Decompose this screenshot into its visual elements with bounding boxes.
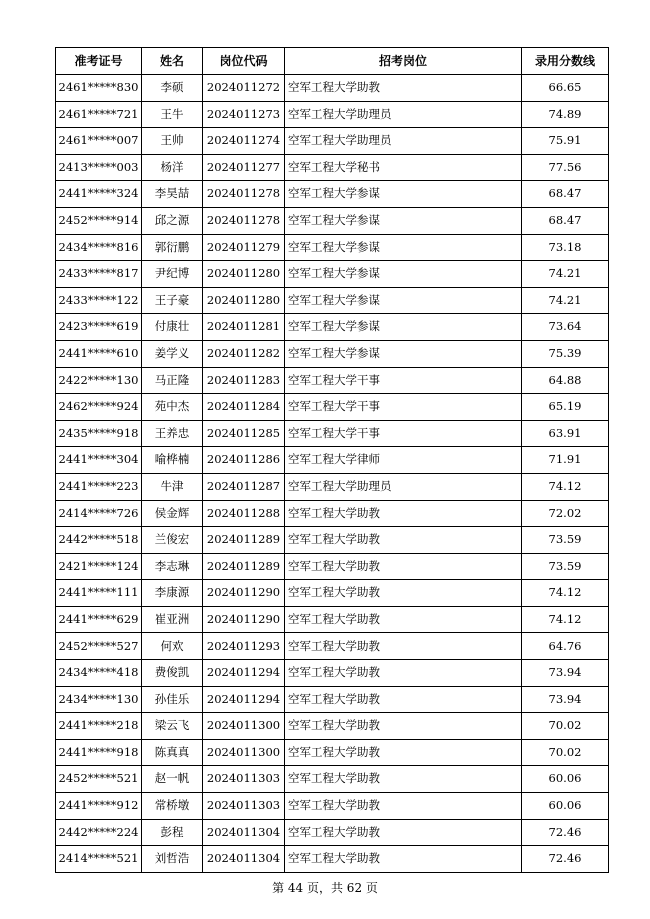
cell-post-code: 2024011277 [203, 154, 285, 181]
cell-name: 郭衍鹏 [142, 234, 203, 261]
cell-exam-id: 2414*****726 [56, 500, 142, 527]
cell-score: 74.21 [522, 287, 609, 314]
cell-name: 苑中杰 [142, 394, 203, 421]
cell-post: 空军工程大学助教 [285, 580, 522, 607]
cell-exam-id: 2441*****223 [56, 473, 142, 500]
cell-post: 空军工程大学助教 [285, 739, 522, 766]
cell-exam-id: 2441*****111 [56, 580, 142, 607]
table-row [56, 394, 609, 421]
table-row [56, 819, 609, 846]
cell-post: 空军工程大学参谋 [285, 261, 522, 288]
cell-score: 60.06 [522, 793, 609, 820]
cell-name: 姜学义 [142, 340, 203, 367]
table-row [56, 473, 609, 500]
cell-post-code: 2024011294 [203, 660, 285, 687]
cell-name: 孙佳乐 [142, 686, 203, 713]
cell-exam-id: 2441*****218 [56, 713, 142, 740]
cell-exam-id: 2442*****518 [56, 527, 142, 554]
header-exam-id: 准考证号 [56, 48, 142, 75]
cell-score: 75.39 [522, 340, 609, 367]
table-header-row [56, 48, 609, 75]
cell-post: 空军工程大学助教 [285, 846, 522, 873]
cell-exam-id: 2435*****918 [56, 420, 142, 447]
cell-score: 70.02 [522, 739, 609, 766]
cell-post: 空军工程大学助教 [285, 553, 522, 580]
cell-post-code: 2024011293 [203, 633, 285, 660]
table-row [56, 261, 609, 288]
cell-name: 费俊凯 [142, 660, 203, 687]
cell-post: 空军工程大学参谋 [285, 287, 522, 314]
cell-name: 王牛 [142, 101, 203, 128]
cell-name: 彭程 [142, 819, 203, 846]
table-row [56, 846, 609, 873]
cell-exam-id: 2422*****130 [56, 367, 142, 394]
header-name: 姓名 [142, 48, 203, 75]
cell-post-code: 2024011279 [203, 234, 285, 261]
table-row [56, 553, 609, 580]
table-row [56, 713, 609, 740]
cell-exam-id: 2414*****521 [56, 846, 142, 873]
cell-name: 常桥墩 [142, 793, 203, 820]
cell-score: 73.18 [522, 234, 609, 261]
cell-score: 73.94 [522, 686, 609, 713]
cell-post-code: 2024011287 [203, 473, 285, 500]
cell-name: 李康源 [142, 580, 203, 607]
cell-post: 空军工程大学助教 [285, 713, 522, 740]
cell-post: 空军工程大学参谋 [285, 314, 522, 341]
table-row [56, 314, 609, 341]
table-row [56, 660, 609, 687]
cell-exam-id: 2441*****912 [56, 793, 142, 820]
cell-post-code: 2024011273 [203, 101, 285, 128]
cell-post-code: 2024011278 [203, 181, 285, 208]
cell-score: 74.89 [522, 101, 609, 128]
cell-post: 空军工程大学秘书 [285, 154, 522, 181]
cell-name: 王帅 [142, 128, 203, 155]
cell-exam-id: 2452*****521 [56, 766, 142, 793]
cell-name: 刘哲浩 [142, 846, 203, 873]
table-row [56, 340, 609, 367]
page-footer: 第 44 页，共 62 页 [272, 881, 378, 895]
cell-post: 空军工程大学助教 [285, 633, 522, 660]
cell-post-code: 2024011280 [203, 261, 285, 288]
cell-post-code: 2024011278 [203, 207, 285, 234]
cell-post-code: 2024011281 [203, 314, 285, 341]
cell-name: 侯金辉 [142, 500, 203, 527]
header-score: 录用分数线 [522, 48, 609, 75]
cell-exam-id: 2423*****619 [56, 314, 142, 341]
cell-score: 77.56 [522, 154, 609, 181]
cell-post-code: 2024011282 [203, 340, 285, 367]
header-post-code: 岗位代码 [203, 48, 285, 75]
cell-name: 王养忠 [142, 420, 203, 447]
cell-score: 65.19 [522, 394, 609, 421]
table-row [56, 287, 609, 314]
cell-name: 杨洋 [142, 154, 203, 181]
cell-exam-id: 2452*****914 [56, 207, 142, 234]
cell-exam-id: 2434*****130 [56, 686, 142, 713]
cell-post: 空军工程大学干事 [285, 394, 522, 421]
cell-exam-id: 2452*****527 [56, 633, 142, 660]
cell-post: 空军工程大学助教 [285, 660, 522, 687]
table-row [56, 154, 609, 181]
cell-name: 王子豪 [142, 287, 203, 314]
cell-post: 空军工程大学助教 [285, 606, 522, 633]
cell-score: 72.46 [522, 819, 609, 846]
cell-post: 空军工程大学助教 [285, 686, 522, 713]
cell-exam-id: 2442*****224 [56, 819, 142, 846]
cell-post-code: 2024011290 [203, 580, 285, 607]
table-row [56, 101, 609, 128]
cell-name: 邱之源 [142, 207, 203, 234]
cell-post-code: 2024011285 [203, 420, 285, 447]
cell-post: 空军工程大学助教 [285, 819, 522, 846]
cell-score: 71.91 [522, 447, 609, 474]
cell-post: 空军工程大学参谋 [285, 340, 522, 367]
cell-name: 兰俊宏 [142, 527, 203, 554]
cell-post-code: 2024011300 [203, 739, 285, 766]
table-row [56, 793, 609, 820]
cell-post-code: 2024011284 [203, 394, 285, 421]
cell-post: 空军工程大学助理员 [285, 473, 522, 500]
cell-post-code: 2024011304 [203, 846, 285, 873]
cell-name: 李志琳 [142, 553, 203, 580]
cell-post: 空军工程大学参谋 [285, 234, 522, 261]
cell-post-code: 2024011283 [203, 367, 285, 394]
cell-name: 尹纪博 [142, 261, 203, 288]
cell-name: 梁云飞 [142, 713, 203, 740]
cell-name: 崔亚洲 [142, 606, 203, 633]
cell-score: 68.47 [522, 181, 609, 208]
table-row [56, 207, 609, 234]
cell-exam-id: 2421*****124 [56, 553, 142, 580]
cell-post-code: 2024011272 [203, 75, 285, 102]
table-row [56, 686, 609, 713]
cell-score: 73.59 [522, 527, 609, 554]
table-body [56, 75, 609, 873]
cell-post-code: 2024011290 [203, 606, 285, 633]
cell-post: 空军工程大学助教 [285, 500, 522, 527]
cell-score: 74.21 [522, 261, 609, 288]
cell-post: 空军工程大学参谋 [285, 207, 522, 234]
cell-post-code: 2024011303 [203, 793, 285, 820]
cell-post-code: 2024011289 [203, 527, 285, 554]
cell-score: 75.91 [522, 128, 609, 155]
cell-score: 68.47 [522, 207, 609, 234]
header-post: 招考岗位 [285, 48, 522, 75]
cell-name: 马正隆 [142, 367, 203, 394]
table-row [56, 500, 609, 527]
cell-score: 60.06 [522, 766, 609, 793]
cell-score: 74.12 [522, 473, 609, 500]
cell-post: 空军工程大学干事 [285, 420, 522, 447]
cell-post: 空军工程大学助教 [285, 527, 522, 554]
table-row [56, 580, 609, 607]
cell-exam-id: 2413*****003 [56, 154, 142, 181]
cell-name: 喻桦楠 [142, 447, 203, 474]
cell-post-code: 2024011304 [203, 819, 285, 846]
cell-score: 64.76 [522, 633, 609, 660]
cell-name: 赵一帆 [142, 766, 203, 793]
cell-name: 牛津 [142, 473, 203, 500]
cell-exam-id: 2441*****918 [56, 739, 142, 766]
cell-post: 空军工程大学助理员 [285, 101, 522, 128]
table-row [56, 75, 609, 102]
cell-name: 陈真真 [142, 739, 203, 766]
results-table [55, 47, 609, 873]
cell-score: 70.02 [522, 713, 609, 740]
table-row [56, 606, 609, 633]
table-row [56, 527, 609, 554]
cell-score: 63.91 [522, 420, 609, 447]
table-row [56, 633, 609, 660]
cell-exam-id: 2461*****721 [56, 101, 142, 128]
cell-name: 何欢 [142, 633, 203, 660]
table-row [56, 128, 609, 155]
cell-exam-id: 2433*****817 [56, 261, 142, 288]
cell-exam-id: 2434*****816 [56, 234, 142, 261]
cell-post: 空军工程大学律师 [285, 447, 522, 474]
cell-exam-id: 2441*****324 [56, 181, 142, 208]
table-row [56, 420, 609, 447]
cell-name: 付康壮 [142, 314, 203, 341]
cell-post: 空军工程大学助教 [285, 793, 522, 820]
table-row [56, 766, 609, 793]
cell-post: 空军工程大学助教 [285, 766, 522, 793]
cell-post-code: 2024011280 [203, 287, 285, 314]
table-row [56, 234, 609, 261]
cell-post: 空军工程大学助教 [285, 75, 522, 102]
cell-post: 空军工程大学参谋 [285, 181, 522, 208]
table-row [56, 367, 609, 394]
cell-post-code: 2024011303 [203, 766, 285, 793]
cell-exam-id: 2433*****122 [56, 287, 142, 314]
cell-post-code: 2024011300 [203, 713, 285, 740]
cell-score: 64.88 [522, 367, 609, 394]
table-row [56, 739, 609, 766]
cell-post: 空军工程大学干事 [285, 367, 522, 394]
cell-exam-id: 2441*****304 [56, 447, 142, 474]
cell-score: 66.65 [522, 75, 609, 102]
cell-name: 李硕 [142, 75, 203, 102]
cell-post-code: 2024011286 [203, 447, 285, 474]
cell-exam-id: 2462*****924 [56, 394, 142, 421]
cell-exam-id: 2441*****629 [56, 606, 142, 633]
cell-post-code: 2024011294 [203, 686, 285, 713]
table-row [56, 181, 609, 208]
cell-score: 73.94 [522, 660, 609, 687]
cell-post-code: 2024011288 [203, 500, 285, 527]
cell-exam-id: 2434*****418 [56, 660, 142, 687]
cell-score: 72.46 [522, 846, 609, 873]
cell-exam-id: 2461*****830 [56, 75, 142, 102]
table-row [56, 447, 609, 474]
cell-post-code: 2024011289 [203, 553, 285, 580]
cell-post-code: 2024011274 [203, 128, 285, 155]
cell-exam-id: 2441*****610 [56, 340, 142, 367]
cell-exam-id: 2461*****007 [56, 128, 142, 155]
cell-post: 空军工程大学助理员 [285, 128, 522, 155]
cell-name: 李昊喆 [142, 181, 203, 208]
cell-score: 74.12 [522, 606, 609, 633]
cell-score: 73.59 [522, 553, 609, 580]
cell-score: 74.12 [522, 580, 609, 607]
cell-score: 73.64 [522, 314, 609, 341]
cell-score: 72.02 [522, 500, 609, 527]
